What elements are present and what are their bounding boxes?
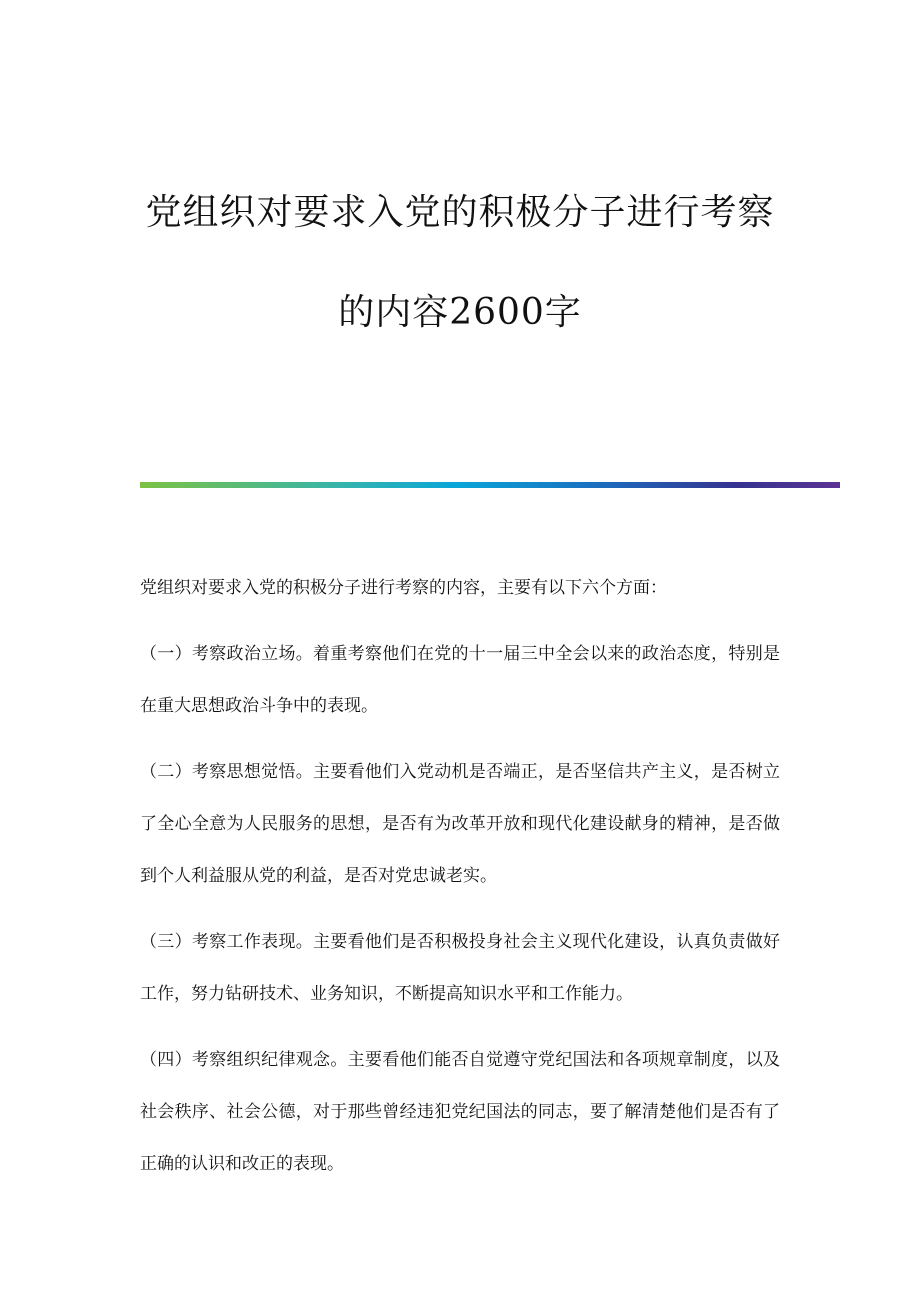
document-body — [140, 562, 780, 1204]
document-title — [80, 185, 840, 341]
paragraph-intro: 党组织对要求入党的积极分子进行考察的内容，主要有以下六个方面： — [140, 578, 667, 598]
paragraph-discipline: （四）考察组织纪律观念。主要看他们能否自觉遵守党纪国法和各项规章制度，以及社会秩序、社会公德，对于那些曾经违犯党纪国法的同志，要了解清楚他们是否有了正确的认识和改正的表现。 — [140, 1050, 780, 1174]
title-line-2: 的内容2600字 — [338, 292, 582, 333]
paragraph-ideological-awareness: （二）考察思想觉悟。主要看他们入党动机是否端正，是否坚信共产主义，是否树立了全心全意为人民服务的思想，是否有为改革开放和现代化建设献身的精神，是否做到个人利益服从党的利益，是否对党忠诚老实。 — [140, 762, 780, 886]
gradient-divider — [140, 482, 840, 488]
title-line-1: 党组织对要求入党的积极分子进行考察 — [145, 192, 775, 233]
paragraph-work-performance: （三）考察工作表现。主要看他们是否积极投身社会主义现代化建设，认真负责做好工作，努力钻研技术、业务知识，不断提高知识水平和工作能力。 — [140, 932, 780, 1004]
paragraph-political-stance: （一）考察政治立场。着重考察他们在党的十一届三中全会以来的政治态度，特别是在重大思想政治斗争中的表现。 — [140, 644, 780, 716]
